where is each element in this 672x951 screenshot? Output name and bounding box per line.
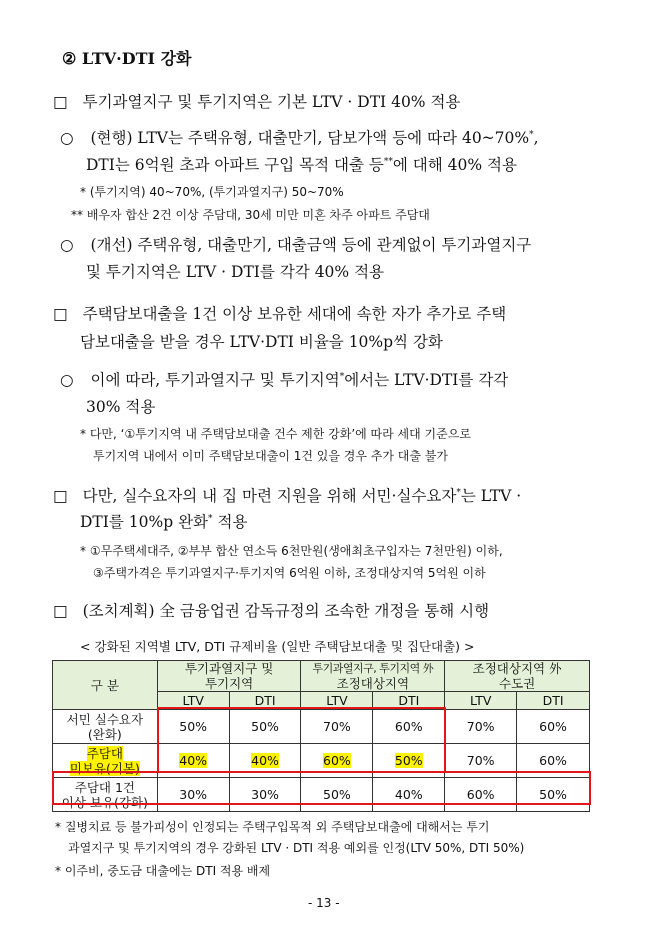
row-label-line-1: 주담대 1건	[74, 779, 135, 795]
paragraph-3-text-2b: 적용	[212, 513, 248, 531]
table-cell: 30%	[157, 778, 229, 812]
group-header-line-2: 수도권	[499, 676, 536, 691]
highlighted-value: 60%	[323, 753, 351, 768]
footnote-1-line-1: * 질병치료 등 불가피성이 인정되는 주택구입목적 외 주택담보대출에 대해서는 투기	[55, 820, 490, 834]
reform-line-1	[60, 233, 531, 255]
footnote-mark: *	[208, 513, 213, 524]
sub-header-ltv: LTV	[157, 692, 229, 710]
row-label-line-1: 서민 실수요자	[66, 711, 144, 727]
current-rule-text-1: (현행) LTV는 주택유형, 대출만기, 담보가액 등에 따라 40~70%	[90, 129, 530, 147]
group-header-line-1: 조정대상지역 外	[472, 661, 562, 676]
highlighted-value: 40%	[179, 753, 208, 768]
emphasis-box-lower	[52, 771, 591, 805]
sub-header-ltv: LTV	[445, 692, 517, 710]
paragraph-3-note-1: * ①무주택세대주, ②부부 합산 연소득 6천만원(생애최초구입자는 7천만원) 이하,	[80, 544, 503, 558]
table-cell: 40%	[373, 778, 445, 812]
paragraph-3-text-1: 다만, 실수요자의 내 집 마련 지원을 위해 서민·실수요자	[82, 487, 457, 505]
table-cell: 50%	[229, 710, 301, 744]
row-label	[53, 710, 158, 744]
square-bullet: □	[53, 93, 68, 111]
group-header-line-2: 투기지역	[204, 676, 254, 691]
table-cell: 60%	[517, 710, 590, 744]
circle-bullet: ○	[60, 236, 74, 254]
paragraph-4	[53, 599, 489, 621]
reform-line-2: 및 투기지역은 LTV · DTI를 각각 40% 적용	[86, 263, 385, 281]
group-header-speculative	[157, 661, 301, 692]
square-bullet: □	[53, 602, 68, 620]
table-cell: 60%	[373, 710, 445, 744]
current-rule-line-2	[86, 153, 517, 175]
footnote-mark: *	[529, 129, 534, 140]
table-cell: 50%	[301, 778, 373, 812]
circle-bullet: ○	[60, 371, 74, 389]
footnote-mark: *	[456, 487, 461, 498]
table-cell: 50%	[157, 710, 229, 744]
paragraph-2-sub-line-1	[60, 368, 508, 390]
current-rule-line-1	[60, 126, 539, 148]
row-label-line-1: 주담대	[86, 745, 123, 761]
paragraph-3-line-2	[80, 510, 247, 532]
current-rule-text-2: DTI는 6억원 초과 아파트 구입 목적 대출 등	[86, 156, 384, 174]
paragraph-2-line-1	[53, 302, 506, 324]
paragraph-3-text-2: DTI를 10%p 완화	[80, 513, 209, 531]
paragraph-3-note-2: ③주택가격은 투기과열지구·투기지역 6억원 이하, 조정대상지역 5억원 이하	[93, 566, 486, 580]
table-cell: 70%	[445, 744, 517, 778]
emphasis-box-upper	[157, 707, 446, 773]
paragraph-2-sub-text-1b: 에서는 LTV·DTI를 각각	[344, 371, 509, 389]
table-cell: 60%	[517, 744, 590, 778]
table-corner-header: 구 분	[53, 661, 158, 710]
group-header-adjustment	[301, 661, 445, 692]
group-header-line-2: 조정대상지역	[336, 676, 410, 691]
group-header-line-1: 투기과열지구 및	[184, 661, 274, 676]
paragraph-1	[53, 90, 460, 112]
sub-header-ltv: LTV	[301, 692, 373, 710]
current-rule-note-2: ** 배우자 합산 2건 이상 주담대, 30세 미만 미혼 차주 아파트 주담대	[71, 208, 430, 222]
footnote-1-line-2: 과열지구 및 투기지역의 경우 강화된 LTV · DTI 적용 예외를 인정(LTV 50%, DTI 50%)	[68, 841, 525, 855]
paragraph-2-note-2: 투기지역 내에서 이미 주택담보대출이 1건 있을 경우 추가 대출 불가	[93, 449, 448, 463]
table-cell: 70%	[301, 710, 373, 744]
highlighted-value: 40%	[251, 753, 279, 768]
table-caption: < 강화된 지역별 LTV, DTI 규제비율 (일반 주택담보대출 및 집단대출) >	[80, 639, 475, 654]
page-number: - 13 -	[308, 896, 340, 910]
paragraph-4-text: (조치계획) 全 금융업권 감독규정의 조속한 개정을 통해 시행	[82, 602, 490, 620]
row-label-line-2: 이상 보유(강화)	[61, 794, 148, 810]
table-cell: 60%	[445, 778, 517, 812]
section-heading: ② LTV·DTI 강화	[62, 49, 192, 68]
group-header-line-1: 투기과열지구, 투기지역 外	[312, 662, 434, 675]
row-label-line-2: 미보유(기본)	[69, 760, 140, 776]
paragraph-3-text-1b: 는 LTV ·	[460, 487, 522, 505]
sub-header-dti: DTI	[229, 692, 301, 710]
table-cell: 50%	[517, 778, 590, 812]
highlighted-value: 50%	[394, 753, 423, 768]
sub-header-dti: DTI	[373, 692, 445, 710]
group-header-capital	[445, 661, 590, 692]
current-rule-text-2b: 에 대해 40% 적용	[392, 156, 517, 174]
square-bullet: □	[53, 487, 68, 505]
current-rule-note-1: * (투기지역) 40~70%, (투기과열지구) 50~70%	[80, 185, 344, 199]
paragraph-3-line-1	[53, 484, 521, 506]
footnote-mark: **	[383, 156, 393, 167]
paragraph-2-line-2: 담보대출을 받을 경우 LTV·DTI 비율을 10%p씩 강화	[80, 333, 443, 351]
reform-text-1: (개선) 주택유형, 대출만기, 대출금액 등에 관계없이 투기과열지구	[90, 236, 532, 254]
paragraph-2-sub-text-1: 이에 따라, 투기과열지구 및 투기지역	[90, 371, 340, 389]
table-cell: 70%	[445, 710, 517, 744]
paragraph-2-sub-line-2: 30% 적용	[86, 398, 156, 416]
current-rule-comma: ,	[533, 129, 539, 147]
paragraph-1-text: 투기과열지구 및 투기지역은 기본 LTV · DTI 40% 적용	[82, 93, 461, 111]
square-bullet: □	[53, 305, 68, 323]
paragraph-2-text-1: 주택담보대출을 1건 이상 보유한 세대에 속한 자가 추가로 주택	[82, 305, 507, 323]
circle-bullet: ○	[60, 129, 74, 147]
sub-header-dti: DTI	[517, 692, 590, 710]
paragraph-2-note-1: * 다만, ‘①투기지역 내 주택담보대출 건수 제한 강화’에 따라 세대 기준으로	[80, 427, 471, 441]
footnote-mark: *	[339, 371, 345, 382]
row-label-line-2: (완화)	[87, 726, 122, 742]
table-cell: 30%	[229, 778, 301, 812]
footnote-2: * 이주비, 중도금 대출에는 DTI 적용 배제	[55, 864, 271, 878]
